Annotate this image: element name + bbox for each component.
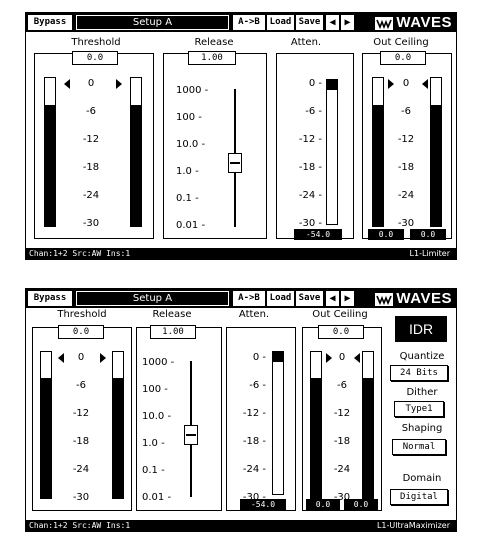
scale-tick-label: 0.01 - (176, 220, 206, 231)
scale-tick-label: -6 (401, 106, 411, 117)
scale-tick-label: -30 - (298, 218, 322, 229)
release-label: Release (152, 309, 192, 320)
scale-tick-label: 0 - (252, 352, 266, 363)
quantize-selector[interactable]: 24 Bits (390, 365, 448, 381)
scale-tick-label: 0.1 - (142, 465, 165, 476)
prev-setup-arrow-icon[interactable]: ◀ (326, 15, 339, 30)
scale-tick-label: -18 (72, 436, 90, 447)
scale-tick-label: 1.0 - (142, 438, 165, 449)
scale-tick-label: 0.1 - (176, 193, 199, 204)
next-setup-arrow-icon[interactable]: ▶ (341, 291, 354, 306)
ab-compare-button[interactable]: A->B (233, 15, 265, 30)
save-button[interactable]: Save (296, 291, 323, 306)
load-button[interactable]: Load (267, 291, 294, 306)
out-ceiling-meter-fill (431, 105, 441, 226)
threshold-marker-left-icon[interactable] (64, 79, 70, 89)
threshold-meter-fill (113, 378, 123, 498)
scale-tick-label: 0 (338, 352, 346, 363)
out-ceiling-label: Out Ceiling (312, 309, 368, 320)
dither-label: Dither (406, 387, 438, 398)
scale-tick-label: 1000 - (142, 357, 175, 368)
out-ceiling-meter-left (372, 77, 384, 227)
ab-compare-button[interactable]: A->B (233, 291, 265, 306)
scale-tick-label: 0.01 - (142, 492, 172, 503)
scale-tick-label: -24 (72, 464, 90, 475)
out-ceiling-meter-fill (311, 378, 321, 498)
threshold-value[interactable]: 0.0 (72, 51, 118, 65)
scale-tick-label: 10.0 - (142, 411, 172, 422)
bypass-button[interactable]: Bypass (28, 15, 72, 30)
scale-tick-label: -30 (82, 218, 100, 229)
brand-text: WAVES (396, 14, 452, 31)
scale-tick-label: -18 (82, 162, 100, 173)
threshold-marker-left-icon[interactable] (58, 353, 64, 363)
out-ceiling-meter-left (310, 351, 322, 499)
toolbar (26, 13, 456, 32)
domain-selector[interactable]: Digital (390, 489, 448, 505)
idr-badge: IDR (396, 317, 446, 341)
status-bar (26, 248, 456, 259)
out-ceiling-meter-right (362, 351, 374, 499)
scale-tick-label: -6 - (249, 380, 266, 391)
scale-tick-label: -12 (397, 134, 415, 145)
threshold-label: Threshold (71, 37, 121, 48)
scale-tick-label: -18 - (298, 162, 322, 173)
threshold-meter-fill (131, 105, 141, 226)
release-value[interactable]: 1.00 (188, 51, 236, 65)
attenuation-label: Atten. (290, 37, 322, 48)
scale-tick-label: 0 - (308, 78, 322, 89)
waves-logo (375, 289, 452, 308)
attenuation-readout: -54.0 (294, 229, 342, 240)
scale-tick-label: -12 - (242, 408, 266, 419)
release-slider-thumb[interactable] (184, 425, 198, 445)
channel-status: Chan:1+2 Src:AW Ins:1 (29, 521, 131, 530)
shaping-selector[interactable]: Normal (392, 439, 446, 455)
domain-label: Domain (402, 473, 442, 484)
attenuation-meter-fill (327, 80, 337, 90)
scale-tick-label: -18 (333, 436, 351, 447)
attenuation-readout: -54.0 (240, 499, 286, 510)
ceiling-readout-left: 0.0 (368, 229, 404, 240)
scale-tick-label: -12 (82, 134, 100, 145)
brand-text: WAVES (396, 290, 452, 307)
l1-ultramaximizer-window (25, 288, 457, 532)
release-value[interactable]: 1.00 (150, 325, 196, 339)
scale-tick-label: -6 (86, 106, 96, 117)
scale-tick-label: 10.0 - (176, 139, 206, 150)
scale-tick-label: -24 - (242, 464, 266, 475)
waves-logo-icon (375, 293, 393, 306)
scale-tick-label: -12 (72, 408, 90, 419)
scale-tick-label: -30 (333, 492, 351, 503)
threshold-label: Threshold (57, 309, 107, 320)
threshold-meter-fill (41, 378, 51, 498)
out-ceiling-value[interactable]: 0.0 (318, 325, 364, 339)
scale-tick-label: -6 (76, 380, 86, 391)
bypass-button[interactable]: Bypass (28, 291, 72, 306)
scale-tick-label: 100 - (176, 112, 202, 123)
release-label: Release (194, 37, 234, 48)
scale-tick-label: -24 - (298, 190, 322, 201)
scale-tick-label: -24 (82, 190, 100, 201)
scale-tick-label: -30 (397, 218, 415, 229)
attenuation-meter (272, 351, 284, 495)
threshold-meter-left (40, 351, 52, 499)
setup-title[interactable]: Setup A (76, 15, 229, 30)
threshold-meter-left (44, 77, 56, 227)
out-ceiling-label: Out Ceiling (373, 37, 429, 48)
scale-tick-label: 1000 - (176, 85, 209, 96)
waves-logo-icon (375, 17, 393, 30)
channel-status: Chan:1+2 Src:AW Ins:1 (29, 249, 131, 258)
attenuation-meter (326, 79, 338, 225)
scale-tick-label: -24 (397, 190, 415, 201)
attenuation-meter-fill (273, 352, 283, 362)
l1-limiter-window (25, 12, 457, 260)
scale-tick-label: 1.0 - (176, 166, 199, 177)
threshold-meter-right (112, 351, 124, 499)
scale-tick-label: -6 - (305, 106, 322, 117)
setup-title[interactable]: Setup A (76, 291, 229, 306)
scale-tick-label: -24 (333, 464, 351, 475)
ceiling-readout-right: 0.0 (344, 499, 378, 510)
shaping-label: Shaping (401, 423, 443, 434)
next-setup-arrow-icon[interactable]: ▶ (341, 15, 354, 30)
plugin-name: L1-Limiter (409, 249, 450, 258)
scale-tick-label: -18 (397, 162, 415, 173)
waves-logo (375, 13, 452, 32)
ceiling-readout-left: 0.0 (306, 499, 340, 510)
threshold-meter-right (130, 77, 142, 227)
release-slider-thumb[interactable] (228, 153, 242, 173)
scale-tick-label: -12 - (298, 134, 322, 145)
threshold-value[interactable]: 0.0 (58, 325, 104, 339)
threshold-meter-fill (45, 105, 55, 226)
out-ceiling-meter-fill (373, 105, 383, 226)
save-button[interactable]: Save (296, 15, 323, 30)
out-ceiling-meter-fill (363, 378, 373, 498)
status-bar (26, 520, 456, 531)
scale-tick-label: -30 - (242, 492, 266, 503)
toolbar (26, 289, 456, 308)
scale-tick-label: -18 - (242, 436, 266, 447)
scale-tick-label: -12 (333, 408, 351, 419)
load-button[interactable]: Load (267, 15, 294, 30)
out-ceiling-value[interactable]: 0.0 (380, 51, 426, 65)
out-ceiling-meter-right (430, 77, 442, 227)
threshold-marker-right-icon[interactable] (116, 79, 122, 89)
scale-tick-label: 0 (87, 78, 95, 89)
plugin-name: L1-UltraMaximizer (376, 521, 450, 530)
dither-selector[interactable]: Type1 (394, 401, 444, 417)
scale-tick-label: 0 (402, 78, 410, 89)
scale-tick-label: 100 - (142, 384, 168, 395)
prev-setup-arrow-icon[interactable]: ◀ (326, 291, 339, 306)
threshold-marker-right-icon[interactable] (100, 353, 106, 363)
quantize-label: Quantize (399, 351, 445, 362)
scale-tick-label: -30 (72, 492, 90, 503)
ceiling-marker-right-icon[interactable] (422, 79, 428, 89)
attenuation-label: Atten. (238, 309, 270, 320)
scale-tick-label: -6 (337, 380, 347, 391)
scale-tick-label: 0 (77, 352, 85, 363)
ceiling-readout-right: 0.0 (410, 229, 446, 240)
